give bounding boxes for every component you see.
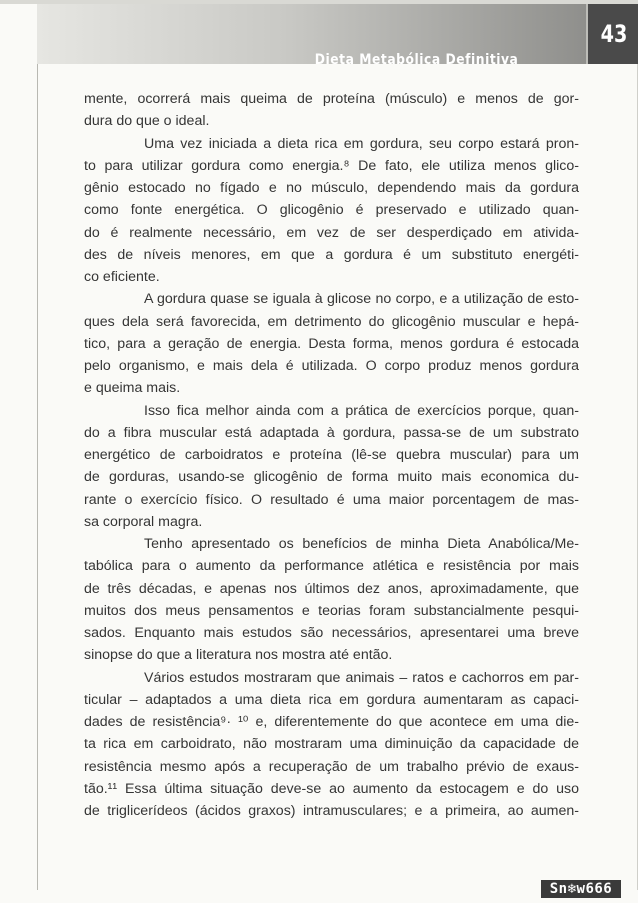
text-line: sados. Enquanto mais estudos são necessários, apresentarei uma breve <box>84 625 579 641</box>
text-line: dades de resistência⁹· ¹⁰ e, diferentemente do que acontece em uma die- <box>84 714 579 730</box>
text-line: tão.¹¹ Essa última situação deve-se ao aumento da estocagem e do uso <box>84 780 579 797</box>
text-line: co eficiente. <box>84 269 160 285</box>
text-line: Uma vez iniciada a dieta rica em gordura, seu corpo estará pron- <box>144 135 579 152</box>
text-line: to para utilizar gordura como energia.⁸ De fato, ele utiliza menos glico- <box>84 157 579 174</box>
text-line: ticular – adaptados a uma dieta rica em gordura aumentaram as capaci- <box>84 691 579 708</box>
text-line: resistência mesmo após a recuperação de um trabalho prévio de exaus- <box>84 758 579 775</box>
scanner-watermark: Sn❄w666 <box>541 880 621 898</box>
text-line: e queima mais. <box>84 380 181 397</box>
text-line: do a fibra muscular está adaptada à gordura, passa-se de um substrato <box>84 424 579 441</box>
page-number: 43 <box>600 20 628 48</box>
text-line: dura do que o ideal. <box>84 113 210 130</box>
text-line: sa corporal magra. <box>84 513 203 530</box>
text-line: des de níveis menores, em que a gordura é um substituto energéti- <box>84 246 579 263</box>
text-line: mente, ocorrerá mais queima de proteína (músculo) e menos de gor- <box>84 91 579 107</box>
running-title: Dieta Metabólica Definitiva <box>314 52 518 68</box>
text-line: sinopse do que a literatura nos mostra até então. <box>84 647 393 664</box>
text-line: tico, para a geração de energia. Desta forma, menos gordura é estocada <box>84 335 579 352</box>
text-line: muitos dos meus pensamentos e teorias foram substancialmente pesqui- <box>84 602 579 619</box>
text-line: Isso fica melhor ainda com a prática de exercícios porque, quan- <box>144 402 579 419</box>
body-text <box>84 88 579 822</box>
text-line: ques dela será favorecida, em detrimento do glicogênio muscular e hepá- <box>84 313 579 330</box>
text-line: de três décadas, e apenas nos últimos dez anos, aproximadamente, que <box>84 580 579 597</box>
text-line: ta rica em carboidrato, não mostraram uma diminuição da capacidade de <box>84 736 579 753</box>
text-line: Vários estudos mostraram que animais – ratos e cachorros em par- <box>144 669 579 686</box>
text-line: como fonte energética. O glicogênio é preservado e utilizado quan- <box>84 202 579 219</box>
text-line: Tenho apresentado os benefícios de minha Dieta Anabólica/Me- <box>144 536 579 552</box>
text-line: energético de carboidratos e proteína (lê-se quebra muscular) para um <box>84 447 579 463</box>
text-line: pelo organismo, e mais dela é utilizada. O corpo produz menos gordura <box>84 358 579 374</box>
text-line: A gordura quase se iguala à glicose no corpo, e a utilização de esto- <box>144 291 579 308</box>
page-number-badge <box>586 4 638 64</box>
text-line: tabólica para o aumento da performance atlética e resistência por mais <box>84 558 579 575</box>
text-line: de gorduras, usando-se glicogênio de forma muito mais economica du- <box>84 469 579 486</box>
text-line: gênio estocado no fígado e no músculo, dependendo mais da gordura <box>84 180 579 196</box>
text-line: rante o exercício físico. O resultado é uma maior porcentagem de mas- <box>84 491 579 508</box>
text-line: de triglicerídeos (ácidos graxos) intramusculares; e a primeira, ao aumen- <box>84 803 579 819</box>
running-header <box>37 4 586 68</box>
left-margin-rule <box>37 64 38 890</box>
text-line: do é realmente necessário, em vez de ser desperdiçado em ativida- <box>84 224 579 241</box>
